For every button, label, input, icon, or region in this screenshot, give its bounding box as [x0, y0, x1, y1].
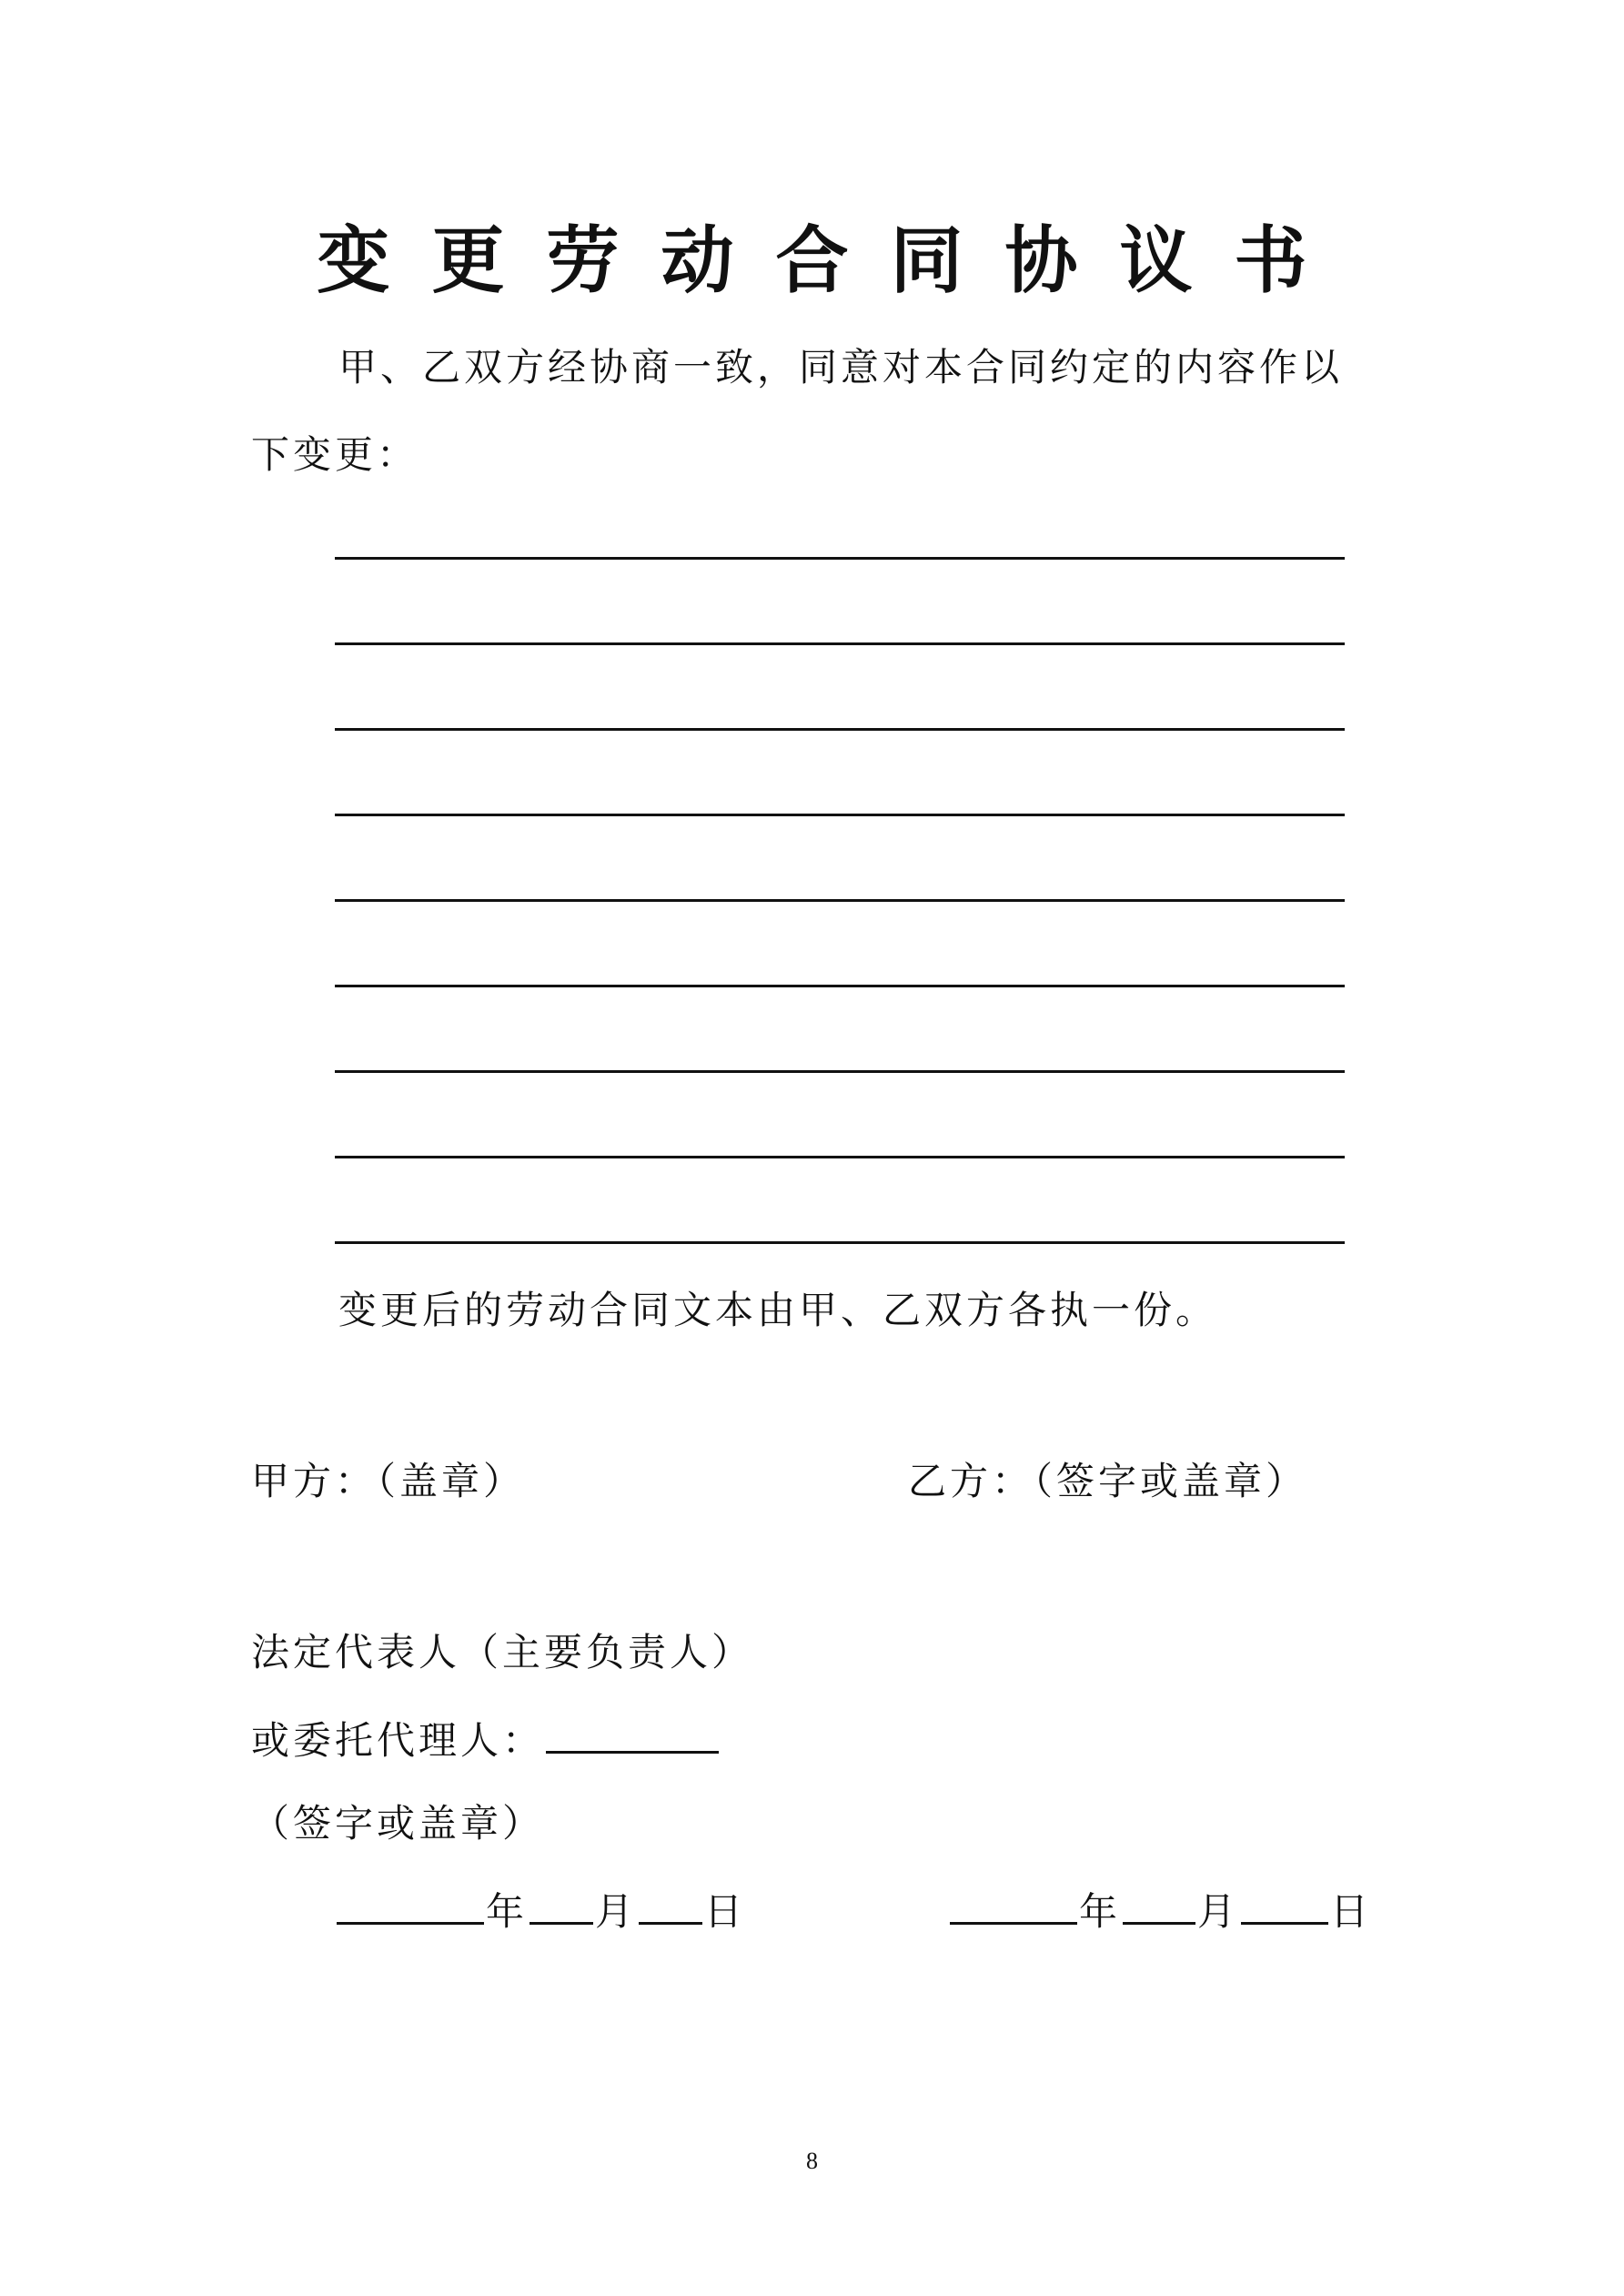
- document-title: 变更劳动合同协议书: [317, 218, 1349, 303]
- party-b-date: [948, 1882, 1372, 1939]
- sign-or-seal-label: （签字或盖章）: [251, 1801, 545, 1846]
- agent-label: 或委托代理人：: [251, 1718, 545, 1763]
- party-b-label: 乙方：（签字或盖章）: [908, 1459, 1308, 1503]
- blank-line-5[interactable]: [335, 899, 1345, 902]
- blank-line-2[interactable]: [335, 642, 1345, 645]
- intro-paragraph-line-1: 甲、乙双方经协商一致，同意对本合同约定的内容作以: [338, 345, 1344, 389]
- party-a-month-label: 月: [595, 1889, 638, 1934]
- page-number: 8: [806, 2148, 818, 2174]
- party-a-month-blank[interactable]: [530, 1882, 593, 1925]
- blank-line-3[interactable]: [335, 728, 1345, 731]
- party-a-year-label: 年: [486, 1889, 529, 1934]
- party-a-day-blank[interactable]: [639, 1882, 702, 1925]
- blank-line-6[interactable]: [335, 985, 1345, 987]
- party-a-year-blank[interactable]: [337, 1882, 484, 1925]
- party-a-date: [335, 1882, 746, 1939]
- blank-line-8[interactable]: [335, 1156, 1345, 1158]
- agent-signature-blank[interactable]: [546, 1711, 719, 1754]
- intro-paragraph-line-2: 下变更：: [251, 432, 419, 477]
- blank-line-4[interactable]: [335, 814, 1345, 816]
- party-b-day-label: 日: [1330, 1889, 1373, 1934]
- agent-line: [251, 1711, 721, 1768]
- blank-line-9[interactable]: [335, 1241, 1345, 1244]
- blank-line-1[interactable]: [335, 557, 1345, 560]
- party-b-year-label: 年: [1079, 1889, 1122, 1934]
- party-b-month-label: 月: [1197, 1889, 1240, 1934]
- closing-statement: 变更后的劳动合同文本由甲、乙双方各执一份。: [338, 1288, 1218, 1332]
- party-b-day-blank[interactable]: [1241, 1882, 1328, 1925]
- legal-representative-label: 法定代表人（主要负责人）: [251, 1630, 754, 1674]
- party-b-year-blank[interactable]: [950, 1882, 1077, 1925]
- blank-line-7[interactable]: [335, 1070, 1345, 1073]
- party-a-label: 甲方：（盖章）: [251, 1459, 526, 1503]
- party-a-day-label: 日: [704, 1889, 747, 1934]
- party-b-month-blank[interactable]: [1123, 1882, 1195, 1925]
